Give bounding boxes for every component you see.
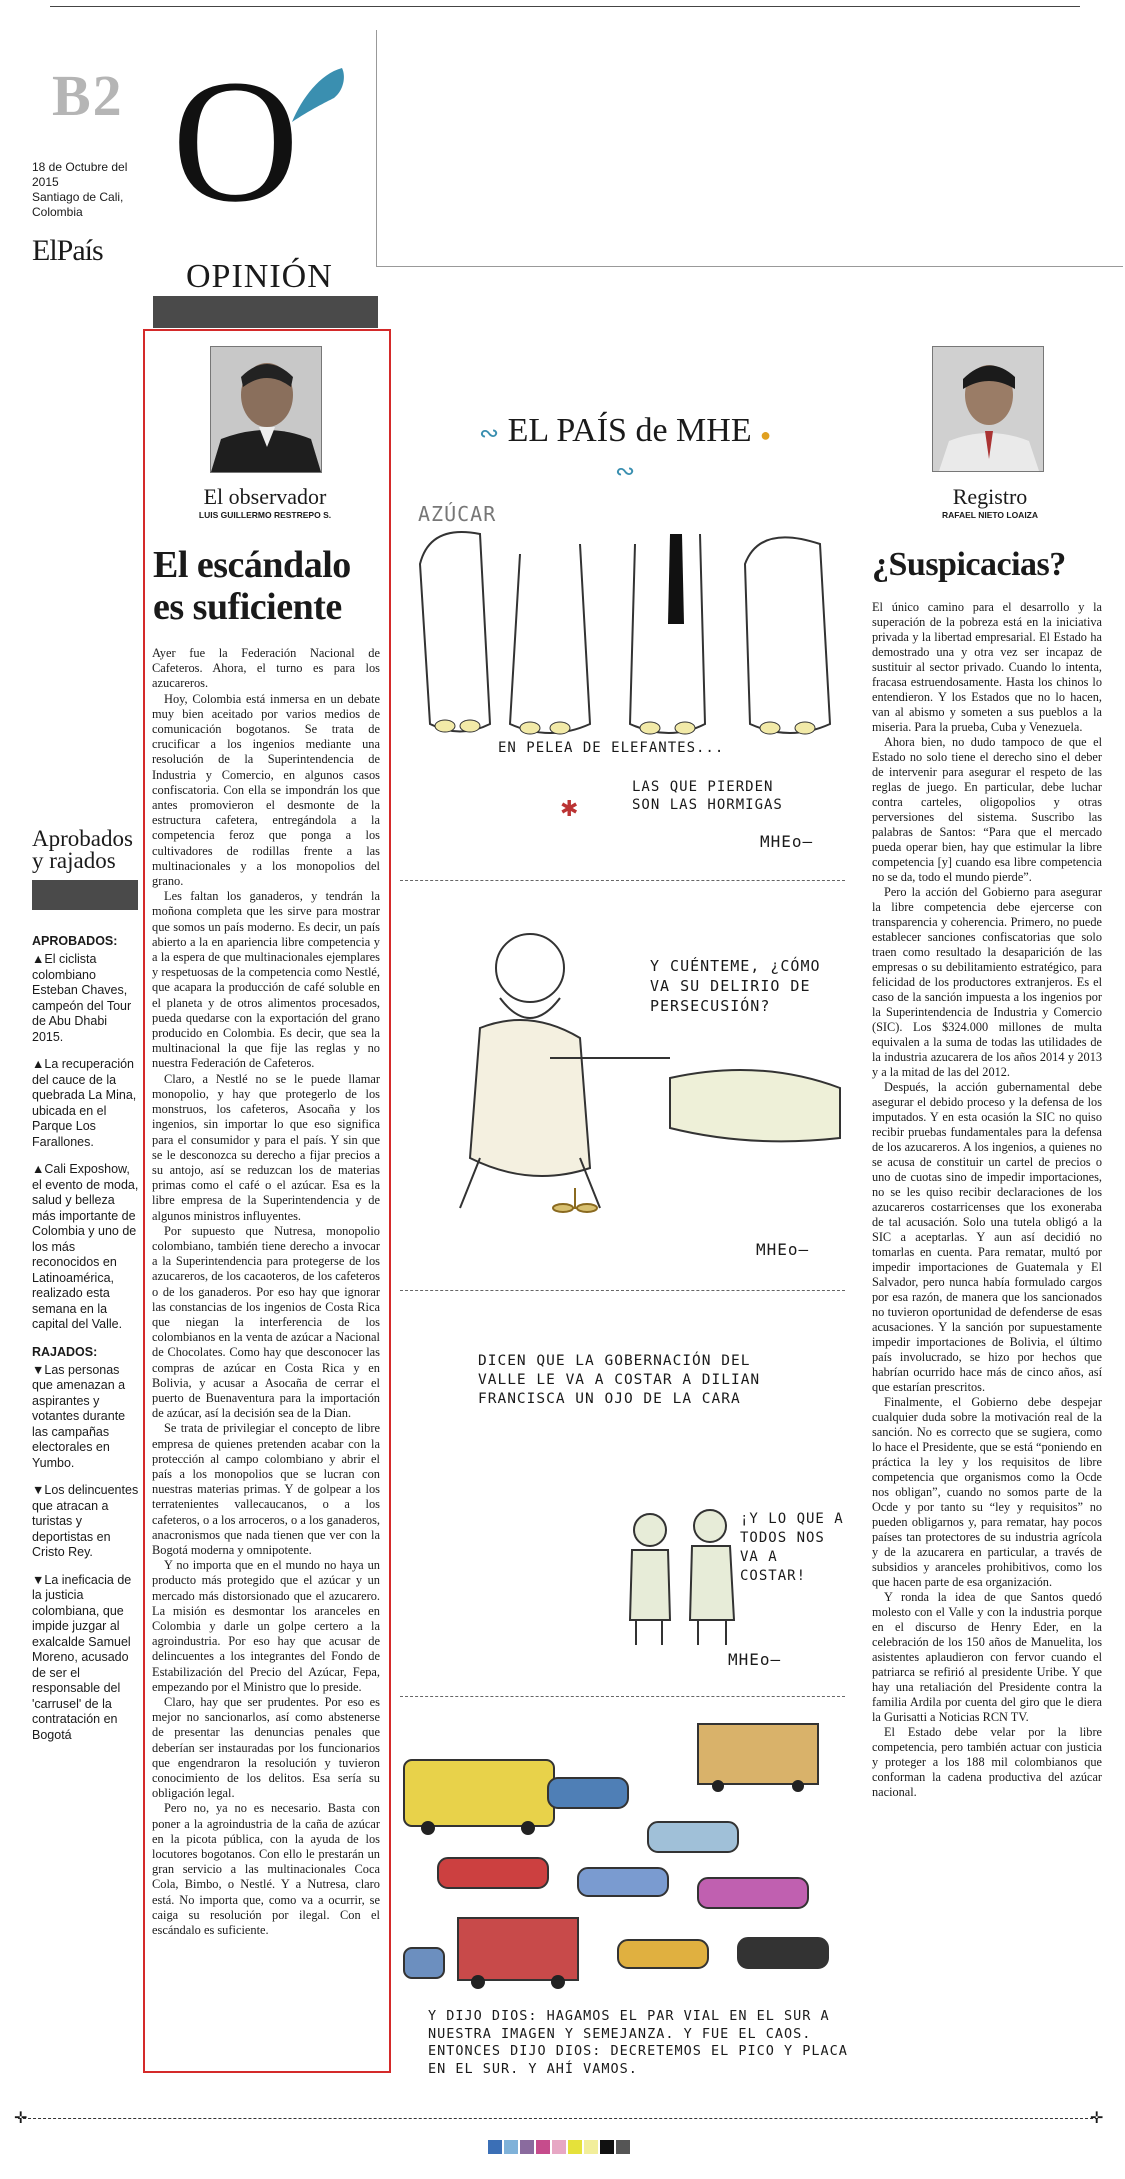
right-paragraph: Finalmente, el Gobierno debe despejar cualquier duda sobre la motivación real de la sanción. No es correcto que se sugiera, como lo hace el Presidente, que se está “poniendo en práctica la ley y los requisitos de libre competencia que organismos como la Ocde nos obligan”, cuando no somos parte de la Ocde y por tanto su “ley y requisitos” no pueden obligarnos y, para rematar, hay pocos países tan protectores de su industria agrícola y de la azucarera en particular, a través de subsidios y aranceles prohibitivos, como los que hacen parte de esa organización. xyxy=(872,1395,1102,1589)
right-paragraph: Después, la acción gubernamental debe asegurar el debido proceso y la defensa de los imputados. Y en esta ocasión la SIC no quiso recibir pruebas fundamentales para la defensa de los azucareros. A los ingenios, a quienes no se acusa de constituir un cartel de precios o uno de cuotas sino de impedir importaciones, no se les quiso recibir declaraciones de los azucareros costarricenses que los exoneraba de tal acusación. Solo una tutela obligó a la SIC a aceptarlas. Y aun así decidió no tomarlas en cuenta. Para rematar, multó por impedir importaciones de Guatemala y El Salvador, pero nunca había formulado cargos por esa razón, de manera que los sancionados no tuvieron oportunidad de defenderse de esas acusaciones. Y la sanción por supuestamente impedir importaciones de Bolivia, el último país involucrado, se hizo por hechos que habrían ocurrido hace más de cinco años, así que estarían prescritos. xyxy=(872,1080,1102,1394)
right-article-title: ¿Suspicacias? xyxy=(872,546,1066,583)
color-swatch xyxy=(520,2140,534,2154)
right-paragraph: El único camino para el desarrollo y la superación de la pobreza está en la iniciativa privada y la libertad empresarial. El Estado ha demostrado una y otra vez ser incapaz de sustituir al sector privado. Cuando lo intenta, fracasa estruendosamente. Hasta los chinos lo entendieron. Y los Estados que no lo hacen, van al abismo y someten a sus pueblos a la miseria. Para la prueba, Cuba y Venezuela. xyxy=(872,600,1102,734)
left-paragraph: Claro, a Nestlé no se le puede llamar monopolio, y hay que protegerlo de los monstruos, los cafeteros, Asocaña y los ingenios, sin importar lo que eso significa para el consumidor y para el país. Y sin que se le desconozca su derecho a fijar precios a su antojo, así se reduzcan los de materias primas como el café o el azúcar. Esa es la libre empresa de la Superintendencia y de algunos ministros influyentes. xyxy=(152,1071,380,1223)
panel3-caption: DICEN QUE LA GOBERNACIÓN DEL VALLE LE VA A COSTAR A DILIAN FRANCISCA UN OJO DE LA CARA xyxy=(478,1353,761,1407)
color-swatch xyxy=(600,2140,614,2154)
dot-icon: ● xyxy=(760,425,771,445)
left-article-body xyxy=(152,646,380,2064)
elephant-feet-drawing xyxy=(400,524,845,754)
crop-mark-icon: ✛ xyxy=(1090,2110,1104,2127)
registration-color-bar xyxy=(488,2140,632,2156)
two-men-drawing xyxy=(610,1490,760,1650)
panel1-signature: MHEo— xyxy=(760,832,814,851)
color-swatch xyxy=(616,2140,630,2154)
crop-mark-icon: ✛ xyxy=(14,2110,28,2127)
right-paragraph: Pero la acción del Gobierno para asegurar la libre competencia debe ejercerse con transparencia y coherencia. Primero, no puede establecer sanciones confiscatorias que solo traen como resultado la desaparición de las empresas o su debilitamiento estratégico, para felicidad de los productores extranjeros. Es el caso de la sanción impuesta a los ingenios por la Superintendencia de Industria y Comercio (SIC). Los $324.000 millones de multa equivalen a la suma de todas las utilidades de la industria azucarera de los años 2014 y 2013 y a la mitad de las del 2012. xyxy=(872,885,1102,1079)
author-photo-left xyxy=(210,346,322,473)
approved-label: APROBADOS: xyxy=(32,934,118,948)
left-paragraph: Por supuesto que Nutresa, monopolio colombiano, también tiene derecho a invocar a la Superintendencia para protegerse de los azucareros, de los cacaoteros, de los cafeteros o de los ganaderos. Por eso hay que ignorar las constancias de los ingenios de Costa Rica que niegan la interferencia de los colombianos en la venta de azúcar a Nacional de Chocolates. Como hay que desconocer las compras de azúcar en Costa Rica y en Bolivia, y acusar a Asocaña de cerrar el puerto de Buenaventura para la importación de azúcar, así la decisión sea de la Dian. xyxy=(152,1223,380,1421)
panel3-bubble: ¡Y LO QUE A TODOS NOS VA A COSTAR! xyxy=(740,1511,844,1584)
wave-icon: ∾ xyxy=(479,421,500,447)
panel1-label: AZÚCAR xyxy=(418,502,497,526)
left-paragraph: Les faltan los ganaderos, y tendrán la moñona completa que les sirve para mostrar que somos un país moderno. Es decir, un país abierto a la en apariencia libre competencia y a la espera de que multinacionales ejemplares y respetuosas de la competencia como Nestlé, que acapara la producción de café soluble en el planeta y de otros alimentos procesados, pueda quedarse con la exportación del grano producido en Colombia. Es decir, que sea la multinacional la que fije las reglas y no nuestra Federación de Cafeteros. xyxy=(152,889,380,1071)
panel4-caption: Y DIJO DIOS: HAGAMOS EL PAR VIAL EN EL SUR A NUESTRA IMAGEN Y SEMEJANZA. Y FUE EL CAOS. ENTONCES DIJO DIOS: DECRETEMOS EL PICO Y PLACA EN EL SUR. Y AHÍ VAMOS. xyxy=(428,2008,848,2077)
rejected-item: ▼La ineficacia de la justicia colombiana, que impide juzgar al exalcalde Samuel Moreno, acusado de ser el responsable del 'carrusel' de la contratación en Bogotá xyxy=(32,1572,132,1742)
color-swatch xyxy=(536,2140,550,2154)
panel-divider xyxy=(400,880,845,881)
right-author-role: Registro xyxy=(952,484,1028,509)
panel2-signature: MHEo— xyxy=(756,1240,810,1259)
left-paragraph: Ayer fue la Federación Nacional de Cafeteros. Ahora, el turno es para los azucareros. xyxy=(152,646,380,691)
left-author-name: LUIS GUILLERMO RESTREPO S. xyxy=(198,510,332,520)
right-article-body xyxy=(872,600,1102,2060)
approved-item: ▲Cali Exposhow, el evento de moda, salud y belleza más importante de Colombia y uno de los más reconocidos en Latinoamérica, realizado esta semana en la capital del Valle. xyxy=(32,1162,139,1331)
wave-icon: ∾ xyxy=(614,459,636,485)
header-box xyxy=(376,30,1123,267)
color-swatch xyxy=(504,2140,518,2154)
ant-icon: ✱ xyxy=(560,796,579,821)
traffic-jam-drawing xyxy=(398,1718,848,2008)
approved-item: ▲El ciclista colombiano Esteban Chaves, campeón del Tour de Abu Dhabi 2015. xyxy=(32,952,132,1044)
portrait-icon xyxy=(933,347,1043,471)
rejected-label: RAJADOS: xyxy=(32,1344,98,1359)
left-paragraph: Claro, hay que ser prudentes. Por eso es mejor no sancionarlos, así como abstenerse de presentar las denuncias penales que deberían ser instauradas por los funcionarios que engendraron la resolución y tuvieron conocimiento de los delitos. Esa sería su obligación legal. xyxy=(152,1695,380,1801)
panel-divider xyxy=(400,1696,845,1697)
left-paragraph: Se trata de privilegiar el concepto de libre empresa de quienes pretenden acabar con la protección al campo colombiano y abrir el país a los monopolios que se lucran con nuestras materias primas. Y de golpear a los terratenientes vallecaucanos, o a los cafeteros, o a los arroceros, o a los ganaderos, anacronismos que nada tienen que ver con la Bogotá moderna y omnipotente. xyxy=(152,1421,380,1557)
cartoon-header-text: EL PAÍS de MHE xyxy=(507,412,752,449)
panel2-bubble: Y CUÉNTEME, ¿CÓMO VA SU DELIRIO DE PERSECUSIÓN? xyxy=(650,957,821,1015)
panel1-bubble: LAS QUE PIERDEN SON LAS HORMIGAS xyxy=(632,779,783,813)
section-letter: O xyxy=(172,44,300,239)
author-photo-right xyxy=(932,346,1044,472)
issue-date: 18 de Octubre del 2015 xyxy=(32,160,128,189)
right-author-name: RAFAEL NIETO LOAIZA xyxy=(941,510,1039,520)
issue-place: Santiago de Cali, Colombia xyxy=(32,190,124,219)
footer-rule xyxy=(18,2118,1098,2119)
brand-logo: ElPaís xyxy=(32,234,103,267)
portrait-icon xyxy=(211,347,321,472)
left-paragraph: Hoy, Colombia está inmersa en un debate muy bien aceitado por varios medios de comunicación bogotanos. Se trata de crucificar a los ingenios mediante una resolución de la Superintendencia de Industria y Comercio, en algunos casos confiscatoria. Con ella se impondrán los que antes promovieron el desmonte de la estructura cafetera, entregándola a la competencia feroz que ponga a los cultivadores de rodillas frente a las multinacionales y a los monopolios del grano. xyxy=(152,691,380,889)
quote-mark-icon xyxy=(268,60,348,140)
rejected-item: ▼Las personas que amenazan a aspirantes y votantes durante las campañas electorales en Yumbo. xyxy=(32,1362,126,1470)
right-paragraph: Ahora bien, no dudo tampoco de que el Estado no solo tiene el derecho sino el deber de intervenir para asegurar el respeto de las reglas de juego. En particular, debe luchar contra carteles, oligopolios y otras perversiones del sistema. Suscribo las palabras de Santos: “Para que el mercado pueda operar bien, hay que estimular la libre competencia [y] cuando esa libre competencia no se da, todo el mundo pierde”. xyxy=(872,735,1102,884)
panel-divider xyxy=(400,1290,845,1291)
header-grey-bar xyxy=(153,296,378,328)
sidebar-title: Aprobados y rajados xyxy=(32,826,133,873)
panel1-caption: EN PELEA DE ELEFANTES... xyxy=(498,740,725,756)
color-swatch xyxy=(584,2140,598,2154)
color-swatch xyxy=(552,2140,566,2154)
left-author-role: El observador xyxy=(203,484,327,509)
sidebar-list xyxy=(32,928,140,1755)
approved-item: ▲La recuperación del cauce de la quebrada La Mina, ubicada en el Parque Los Farallones. xyxy=(32,1057,137,1149)
left-paragraph: Pero no, ya no es necesario. Basta con poner a la agroindustria de la caña de azúcar en la picota pública, con la ayuda de los locutores bogotanos. Con ello le prestarán un gran servicio a las multinacionales Coca Cola, Bimbo, o Nestlé. Y a Nutresa, claro está. No importa que, como va a ocurrir, se caiga su resolución por ilegal. Con el escándalo es suficiente. xyxy=(152,1801,380,1938)
color-swatch xyxy=(568,2140,582,2154)
cartoon-header xyxy=(470,412,780,488)
left-article-title: El escándalo es suficiente xyxy=(153,544,351,628)
rejected-item: ▼Los delincuentes que atracan a turistas y deportistas en Cristo Rey. xyxy=(32,1483,139,1559)
right-paragraph: Y ronda la idea de que Santos quedó molesto con el Valle y con la industria porque en el discurso de Henry Eder, en la celebración de los 150 años de Manuelita, los asistentes aplaudieron con fervor cuando el patriarca se refirió al presidente Uribe. Y que hay una retaliación del Presidente contra la familia Ardila por cuenta del giro que le diera la Gurisatti a Noticias RCN TV. xyxy=(872,1590,1102,1724)
top-rule xyxy=(50,6,1080,7)
panel3-signature: MHEo— xyxy=(728,1650,782,1669)
section-code: B2 xyxy=(52,63,124,128)
sidebar-grey-bar xyxy=(32,880,138,910)
section-name: OPINIÓN xyxy=(186,258,333,295)
color-swatch xyxy=(488,2140,502,2154)
left-paragraph: Y no importa que en el mundo no haya un producto más protegido que el azúcar y un mercado más distorsionado que el azucarero. La misión es desmontar los aranceles en Colombia y darle un golpe certero a la agroindustria. Por eso hay que acusar de delincuentes a los integrantes del Fondo de Estabilización del Precio del Azúcar, Fepa, empezando por el Ministro que lo preside. xyxy=(152,1558,380,1694)
right-paragraph: El Estado debe velar por la libre competencia, pero también actuar con justicia y proteger a los 188 mil colombianos que conforman la cadena productiva del azúcar nacional. xyxy=(872,1725,1102,1799)
